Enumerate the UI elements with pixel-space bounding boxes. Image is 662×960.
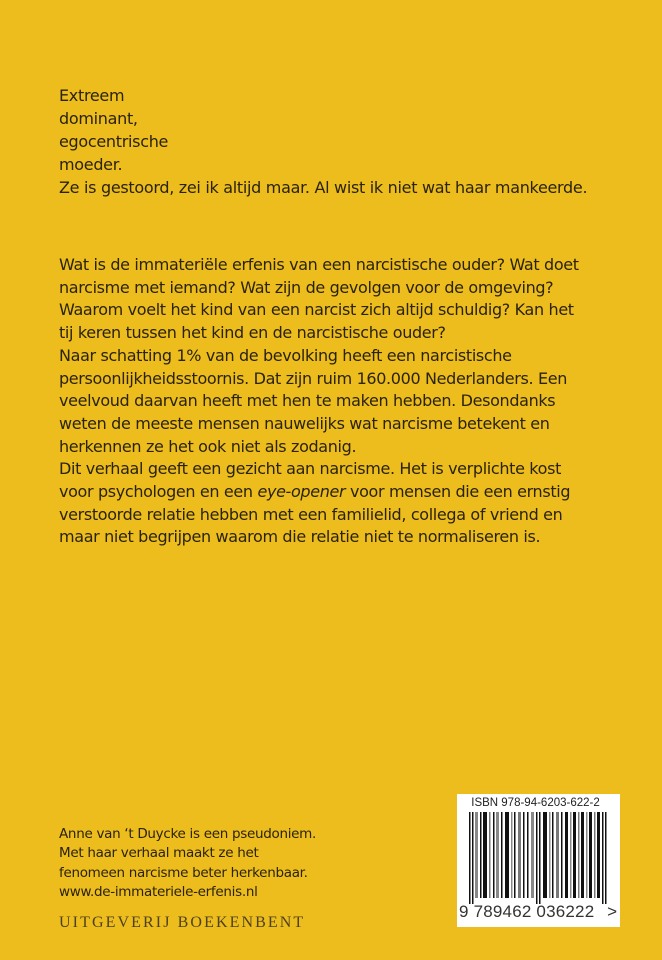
blurb-line: verstoorde relatie hebben met een familielid, collega of vriend en <box>59 504 563 524</box>
author-note-line: Met haar verhaal maakt ze het <box>59 845 259 862</box>
author-note <box>59 825 316 902</box>
barcode-icon <box>469 812 609 904</box>
blurb-line <box>59 481 579 504</box>
blurb-line: maar niet begrijpen waarom die relatie niet te normaliseren is. <box>59 527 541 547</box>
eye-opener-emphasis: eye-opener <box>257 482 346 502</box>
blurb-text: voor mensen die een ernstig <box>345 482 571 502</box>
blurb-line: Dit verhaal geeft een gezicht aan narcisme. Het is verplichte kost <box>59 459 561 479</box>
author-note-line: fenomeen narcisme beter herkenbaar. <box>59 864 308 881</box>
website-link[interactable]: www.de-immateriele-erfenis.nl <box>59 883 258 900</box>
intro-quote <box>59 84 587 199</box>
blurb-line: herkennen ze het ook niet als zodanig. <box>59 436 357 456</box>
isbn-barcode <box>457 794 620 927</box>
intro-line: moeder. <box>59 155 123 174</box>
blurb-line: veelvoud daarvan heeft met hen te maken hebben. Desondanks <box>59 391 556 411</box>
intro-line: Ze is gestoord, zei ik altijd maar. Al wist ik niet wat haar mankeerde. <box>59 178 588 197</box>
blurb-paragraph <box>59 254 579 549</box>
intro-line: egocentrische <box>59 132 169 151</box>
author-note-line: Anne van ‘t Duycke is een pseudoniem. <box>59 826 317 842</box>
intro-line: Extreem <box>59 86 125 105</box>
barcode-digits: 9 789462 036222 <box>459 902 595 921</box>
isbn-label: ISBN 978-94-6203-622-2 <box>471 797 600 809</box>
blurb-line: Wat is de immateriële erfenis van een narcistische ouder? Wat doet <box>59 255 579 274</box>
intro-line: dominant, <box>59 109 138 128</box>
blurb-line: weten de meeste mensen nauwelijks wat narcisme betekent en <box>59 413 550 433</box>
publisher-name: UITGEVERIJ BOEKENBENT <box>59 914 306 931</box>
blurb-line: tij keren tussen het kind en de narcistische ouder? <box>59 323 446 343</box>
blurb-text: voor psychologen en een <box>59 482 258 502</box>
blurb-line: Waarom voelt het kind van een narcist zich altijd schuldig? Kan het <box>59 300 574 320</box>
blurb-line: persoonlijkheidsstoornis. Dat zijn ruim 160.000 Nederlanders. Een <box>59 368 568 388</box>
blurb-line: Naar schatting 1% van de bevolking heeft een narcistische <box>59 345 512 365</box>
quiet-zone-mark: > <box>607 902 617 921</box>
blurb-line: narcisme met iemand? Wat zijn de gevolgen voor de omgeving? <box>59 277 554 297</box>
